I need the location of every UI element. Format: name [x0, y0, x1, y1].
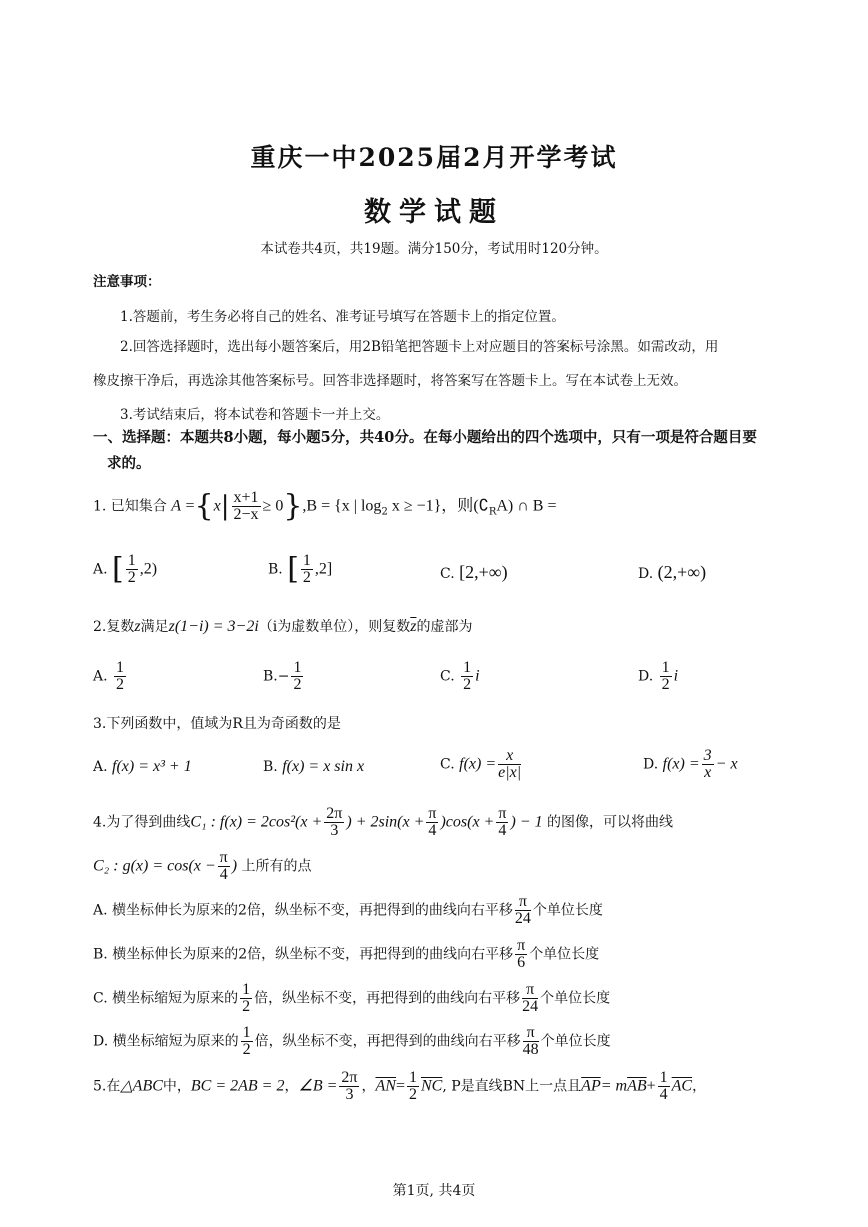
exam-info: 本试卷共4页，共19题。满分150分，考试用时120分钟。 [260, 241, 608, 257]
q2-option-c: C. $\frac{1}{2}$ i [440, 659, 480, 693]
note-3: 3.考试结束后，将本试卷和答题卡一并上交。 [120, 407, 390, 423]
exam-title: 重庆一中2025届2月开学考试 [250, 143, 618, 172]
q1-option-b: B. [ $\frac{1}{2}$ ,2] [268, 551, 333, 587]
q2-option-b: B.− $\frac{1}{2}$ [263, 659, 302, 693]
q1-set-a: A [171, 497, 182, 515]
q1-option-c: C. [2,+∞) [440, 562, 508, 582]
q1-cond: ≥ 0 [262, 497, 284, 515]
q3-option-c: C. f(x) = $\frac{x}{e|x|}$ [440, 747, 522, 781]
question-3: 3.下列函数中，值域为R且为奇函数的是 [93, 716, 341, 732]
question-5: 5.在△ABC中，BC = 2AB = 2，∠B = $\frac{2\pi}{3}$ ，$\overline{AN}=$ $\frac{1}{2}$ $\overline{NC}$, P是直线BN上一点且$\overline{AP}= m\overline{AB}+$ $\frac{1}{4}$ $\overline{AC}$， [93, 1069, 707, 1103]
notes-heading: 注意事项： [93, 274, 161, 290]
q4-option-b: B. 横坐标伸长为原来的2倍，纵坐标不变，再把得到的曲线向右平移 $\frac{\pi}{6}$ 个单位长度 [93, 937, 600, 971]
q3-option-a: A. f(x) = x³ + 1 [93, 758, 192, 775]
q1-option-a: A. [ $\frac{1}{2}$ ,2) [93, 551, 158, 587]
question-4-line1: 4.为了得到曲线C₁ : f(x) = 2cos²(x + $\frac{2\pi}{3}$ ) + 2sin(x + $\frac{\pi}{4}$ )cos(x + $\frac{\pi}{4}$ ) − 1 的图像，可以将曲线 [93, 805, 674, 839]
q2-option-a: A. $\frac{1}{2}$ [93, 659, 125, 693]
note-2-line2: 橡皮擦干净后，再选涂其他答案标号。回答非选择题时，将答案写在答题卡上。写在本试卷上无效。 [93, 373, 687, 389]
q1-fraction: $\frac{x+1}{2-x}$ [233, 489, 259, 523]
note-1: 1.答题前，考生务必将自己的姓名、准考证号填写在答题卡上的指定位置。 [120, 309, 565, 325]
exam-subtitle: 数学试题 [364, 197, 504, 228]
q1-prefix: 1. 已知集合 [93, 498, 167, 515]
note-2-line1: 2.回答选择题时，选出每小题答案后，用2B铅笔把答题卡上对应题目的答案标号涂黑。如需改动，用 [120, 339, 719, 355]
q1-complement-end: A) ∩ B = [496, 497, 557, 515]
q1-var: x [213, 497, 221, 515]
q3-option-d: D. f(x) = $\frac{3}{x}$ − x [643, 747, 738, 781]
q4-option-a: A. 横坐标伸长为原来的2倍，纵坐标不变，再把得到的曲线向右平移 $\frac{\pi}{24}$ 个单位长度 [93, 893, 603, 927]
q1-set-b: ,B = {x | log [302, 497, 382, 515]
question-1: 1. 已知集合 A ={x| $\frac{x+1}{2-x}$ ≥ 0},B = {x | $\log_2 x \ge -1$}，则$(∁_RA)$ ∩ B = [93, 488, 557, 524]
q1-complement: (∁ [473, 497, 489, 515]
section-heading-line1: 一、选择题：本题共8小题，每小题5分，共40分。在每小题给出的四个选项中，只有一项是符合题目要 [93, 429, 757, 446]
q2-option-d: D. $\frac{1}{2}$ i [638, 659, 679, 693]
q1-option-d: D. (2,+∞) [638, 562, 707, 582]
q4-option-d: D. 横坐标缩短为原来的 $\frac{1}{2}$ 倍，纵坐标不变，再把得到的曲线向右平移 $\frac{\pi}{48}$ 个单位长度 [93, 1024, 611, 1058]
section-heading-line2: 求的。 [107, 455, 151, 472]
page-footer: 第1页, 共4页 [392, 1183, 476, 1199]
question-2: 2.复数z满足z(1−i) = 3−2i（i为虚数单位），则复数$\overline{z}$的虚部为 [93, 618, 473, 635]
q1-set-b-end: x ≥ −1}，则 [387, 497, 474, 515]
question-4-line2: C₂ : g(x) = cos(x − $\frac{\pi}{4}$ ) 上所有的点 [93, 849, 312, 883]
q4-option-c: C. 横坐标缩短为原来的 $\frac{1}{2}$ 倍，纵坐标不变，再把得到的曲线向右平移 $\frac{\pi}{24}$ 个单位长度 [93, 981, 611, 1015]
q3-option-b: B. f(x) = x sin x [263, 758, 365, 775]
